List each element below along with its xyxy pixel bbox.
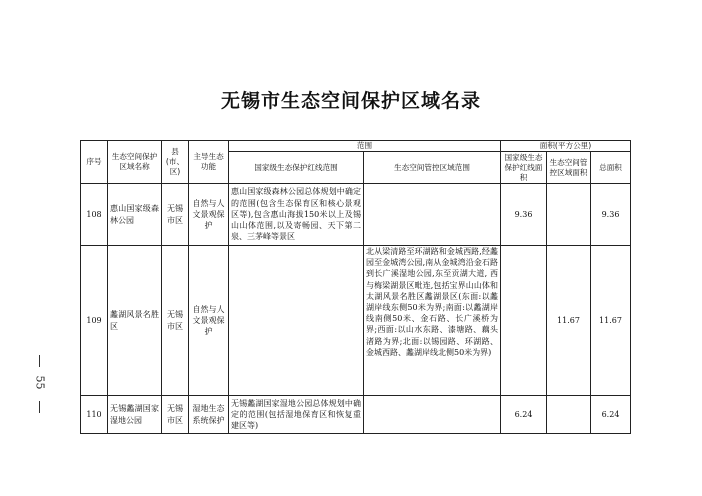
cell-scope-red: [229, 246, 364, 396]
header-district: 县(市、区): [162, 141, 189, 184]
page-number: [26, 355, 56, 415]
table-row: [81, 246, 631, 396]
header-row-top: [81, 141, 631, 152]
page-title: 无锡市生态空间保护区域名录: [220, 90, 481, 112]
header-scope-control: 生态空间管控区域范围: [364, 152, 501, 184]
header-area: 面积(平方公里): [501, 141, 631, 152]
header-area-control: 生态空间管控区域面积: [547, 152, 591, 184]
cell-scope-control: [364, 396, 501, 434]
cell-name: 无锡蠡湖国家湿地公园: [108, 396, 162, 434]
header-area-total: 总面积: [591, 152, 631, 184]
protection-area-table: [80, 140, 631, 434]
cell-area-red: [501, 246, 547, 396]
cell-area-red: 6.24: [501, 396, 547, 434]
header-scope: 范围: [229, 141, 501, 152]
cell-function: 自然与人文景观保护: [189, 246, 229, 396]
cell-seq: 109: [81, 246, 108, 396]
table-row: [81, 396, 631, 434]
cell-area-total: 6.24: [591, 396, 631, 434]
cell-scope-control: [364, 184, 501, 246]
cell-area-total: 9.36: [591, 184, 631, 246]
cell-name: 惠山国家级森林公园: [108, 184, 162, 246]
header-name: 生态空间保护区域名称: [108, 141, 162, 184]
cell-function: 自然与人文景观保护: [189, 184, 229, 246]
page-number-dash-top: [39, 355, 40, 367]
header-area-red: 国家级生态保护红线面积: [501, 152, 547, 184]
cell-area-control: 11.67: [547, 246, 591, 396]
cell-seq: 108: [81, 184, 108, 246]
cell-area-control: [547, 396, 591, 434]
header-scope-red: 国家级生态保护红线范围: [229, 152, 364, 184]
cell-seq: 110: [81, 396, 108, 434]
cell-area-total: 11.67: [591, 246, 631, 396]
cell-scope-red: 惠山国家级森林公园总体规划中确定的范围(包含生态保育区和核心景观区等),包含惠山海拔150米以上及锡山山体范围,以及寄畅园、天下第二泉、三茅峰等景区: [229, 184, 364, 246]
cell-scope-red: 无锡蠡湖国家湿地公园总体规划中确定的范围(包括湿地保育区和恢复重建区等): [229, 396, 364, 434]
header-seq: 序号: [81, 141, 108, 184]
cell-scope-control: 北从梁清路至环湖路和金城西路,经蠡园至金城湾公园,南从金城湾沿金石路到长广溪湿地公园,东至贡湖大道, 西与梅梁湖景区毗连,包括宝界山山体和太湖风景名胜区蠡湖景区(东面:以蠡湖岸线东侧50米为界;南面:以蠡湖岸线南侧50米、金石路、长广溪桥为界;西面:以山水东路、漆塘路、藕头渚路为界;北面:以锡园路、环湖路、金城西路、蠡湖岸线北侧50米为界): [364, 246, 501, 396]
cell-district: 无锡市区: [162, 396, 189, 434]
cell-district: 无锡市区: [162, 246, 189, 396]
table-row: [81, 184, 631, 246]
cell-area-control: [547, 184, 591, 246]
header-function: 主导生态功能: [189, 141, 229, 184]
cell-function: 湿地生态系统保护: [189, 396, 229, 434]
page-number-value: 55: [33, 375, 47, 390]
cell-area-red: 9.36: [501, 184, 547, 246]
cell-name: 蠡湖风景名胜区: [108, 246, 162, 396]
page-number-dash-bottom: [39, 401, 40, 413]
cell-district: 无锡市区: [162, 184, 189, 246]
